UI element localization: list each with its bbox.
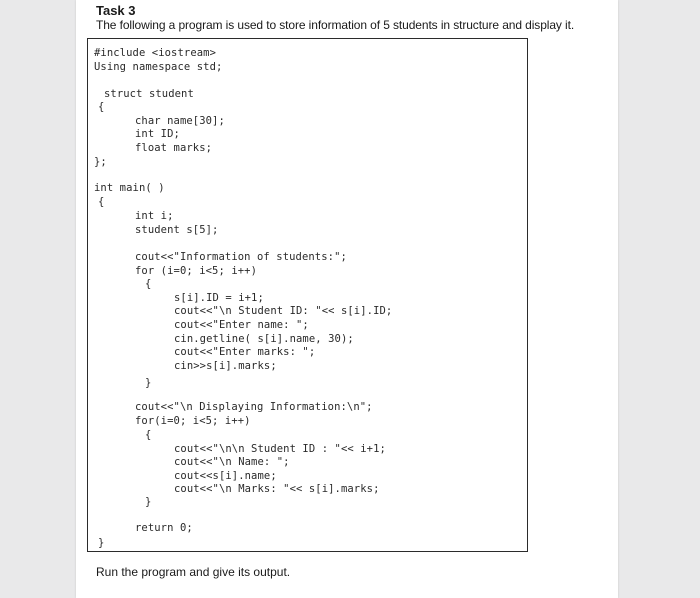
code-line: cout<<"Information of students:"; [135,251,347,263]
code-line: cout<<"Enter name: "; [174,319,309,331]
code-line: } [145,496,152,508]
code-line: cout<<"\n Name: "; [174,456,290,468]
code-line: int ID; [135,128,180,140]
code-line: student s[5]; [135,224,219,236]
code-line: for(i=0; i<5; i++) [135,415,251,427]
code-line: cout<<"\n Displaying Information:\n"; [135,401,373,413]
code-line: { [98,101,105,113]
code-line: for (i=0; i<5; i++) [135,265,258,277]
task-instruction: Run the program and give its output. [96,565,291,579]
task-description: The following a program is used to store information of 5 students in structure and display it. [96,18,575,32]
code-line: } [145,377,152,389]
code-line: } [98,537,105,549]
code-line: return 0; [135,522,193,534]
code-line: cin>>s[i].marks; [174,360,277,372]
code-line: cin.getline( s[i].name, 30); [174,333,354,345]
code-line: #include <iostream> [94,47,217,59]
code-line: { [98,196,105,208]
code-line: cout<<"\n\n Student ID : "<< i+1; [174,443,386,455]
code-line: cout<<"\n Student ID: "<< s[i].ID; [174,305,393,317]
code-listing-box [87,38,528,552]
code-line: cout<<"\n Marks: "<< s[i].marks; [174,483,380,495]
code-line: cout<<"Enter marks: "; [174,346,316,358]
code-line: s[i].ID = i+1; [174,292,264,304]
code-line: struct student [104,88,194,100]
task-heading: Task 3 [96,3,136,18]
code-line: { [145,429,152,441]
code-line: }; [94,156,107,168]
code-line: int main( ) [94,182,165,194]
code-line: cout<<s[i].name; [174,470,277,482]
code-listing [88,39,527,551]
code-line: { [145,278,152,290]
code-line: char name[30]; [135,115,225,127]
code-line: float marks; [135,142,213,154]
code-line: int i; [135,210,174,222]
code-line: Using namespace std; [94,61,223,73]
